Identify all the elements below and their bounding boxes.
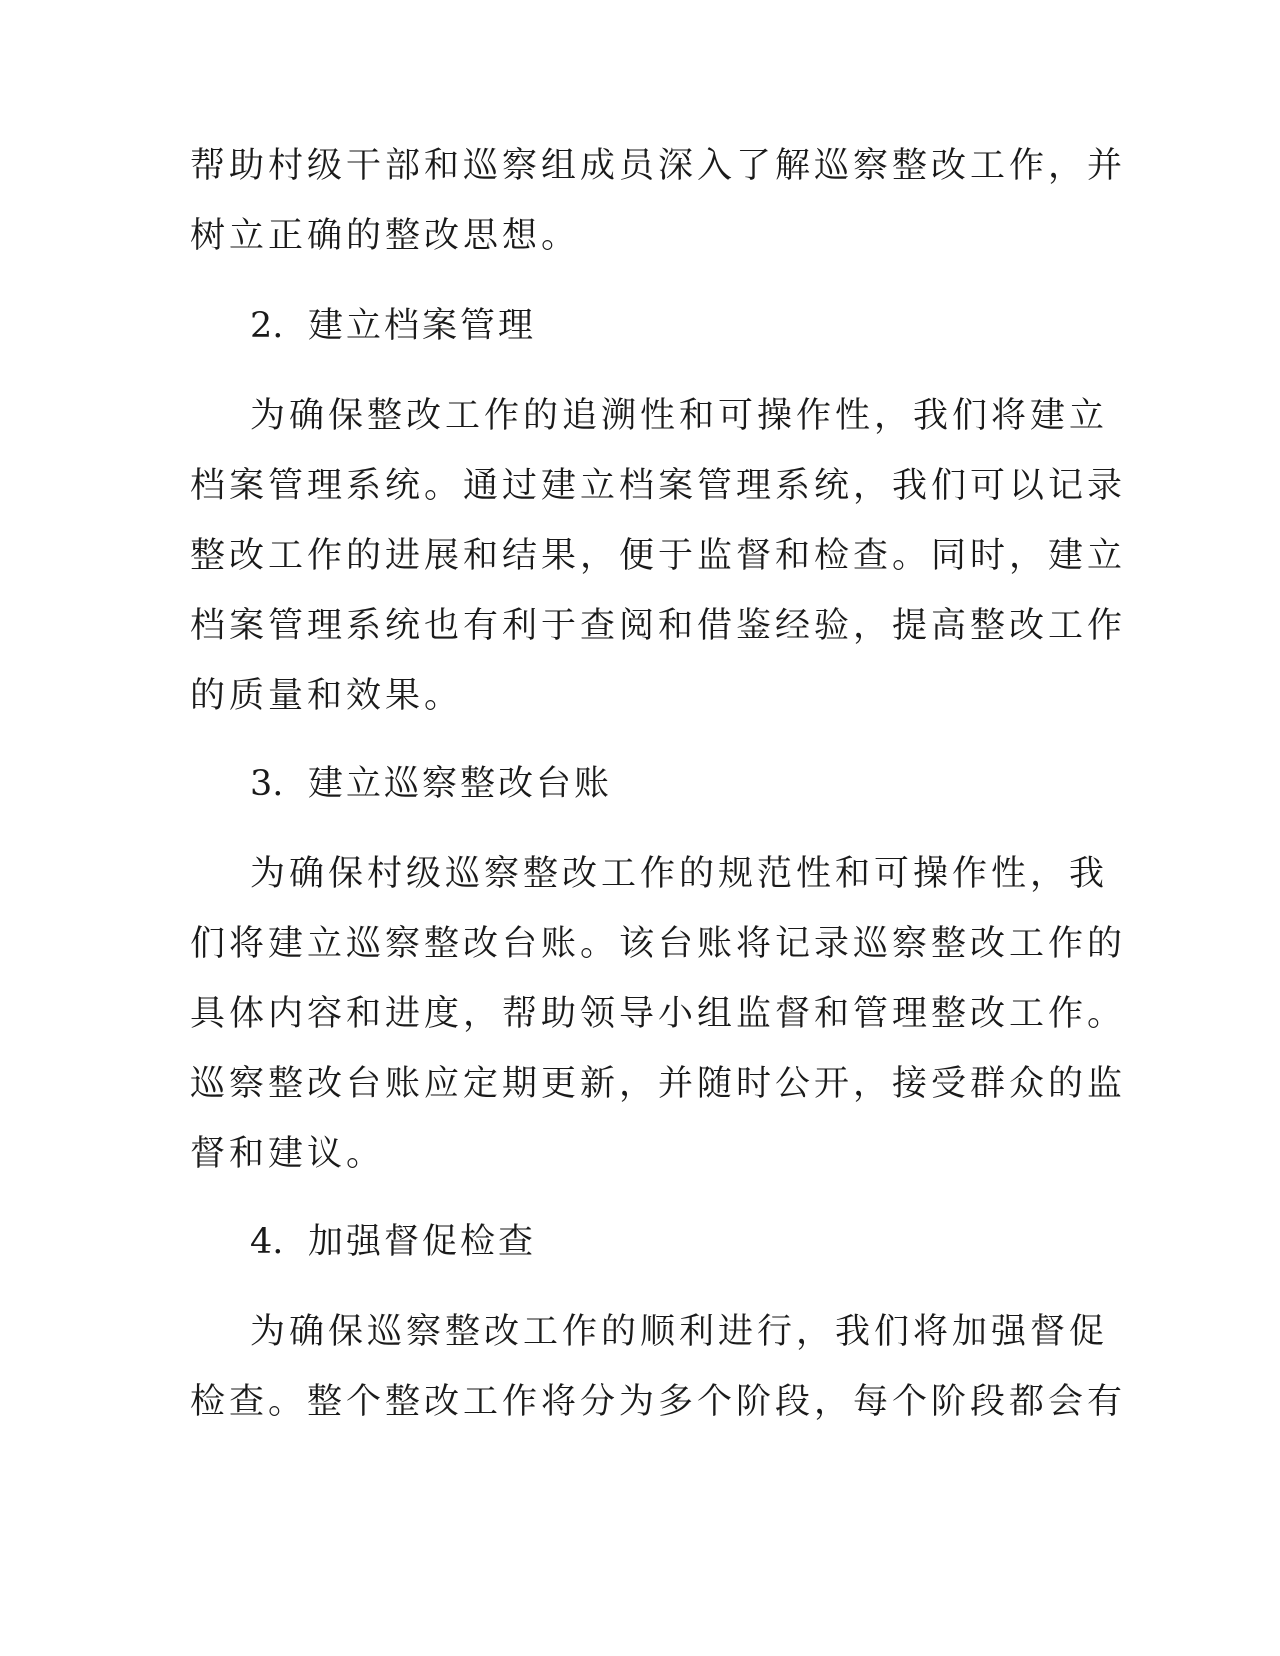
paragraph-line: 们将建立巡察整改台账。该台账将记录巡察整改工作的: [190, 924, 1127, 964]
paragraph-line: 具体内容和进度，帮助领导小组监督和管理整改工作。: [190, 994, 1127, 1034]
paragraph-line: 为确保整改工作的追溯性和可操作性，我们将建立: [250, 396, 1109, 436]
paragraph-line: 为确保村级巡察整改工作的规范性和可操作性，我: [250, 854, 1109, 894]
paragraph-line: 的质量和效果。: [190, 676, 464, 716]
section-number: 3.: [250, 764, 284, 804]
paragraph-line: 为确保巡察整改工作的顺利进行，我们将加强督促: [250, 1312, 1109, 1352]
paragraph-line: 帮助村级干部和巡察组成员深入了解巡察整改工作，并: [190, 146, 1127, 186]
paragraph-line: 树立正确的整改思想。: [190, 216, 581, 256]
section-heading-3: [250, 762, 612, 806]
section-heading-4: [250, 1220, 536, 1264]
section-number: 2.: [250, 306, 284, 346]
paragraph-line: 检查。整个整改工作将分为多个阶段，每个阶段都会有: [190, 1382, 1127, 1422]
section-title: 加强督促检查: [308, 1222, 537, 1262]
paragraph-line: 督和建议。: [190, 1134, 386, 1174]
paragraph-line: 档案管理系统也有利于查阅和借鉴经验，提高整改工作: [190, 606, 1127, 646]
paragraph-line: 档案管理系统。通过建立档案管理系统，我们可以记录: [190, 466, 1127, 506]
paragraph-line: 整改工作的进展和结果，便于监督和检查。同时，建立: [190, 536, 1127, 576]
section-heading-2: [250, 304, 536, 348]
paragraph-line: 巡察整改台账应定期更新，并随时公开，接受群众的监: [190, 1064, 1127, 1104]
section-title: 建立巡察整改台账: [308, 764, 613, 804]
section-title: 建立档案管理: [308, 306, 537, 346]
section-number: 4.: [250, 1222, 284, 1262]
